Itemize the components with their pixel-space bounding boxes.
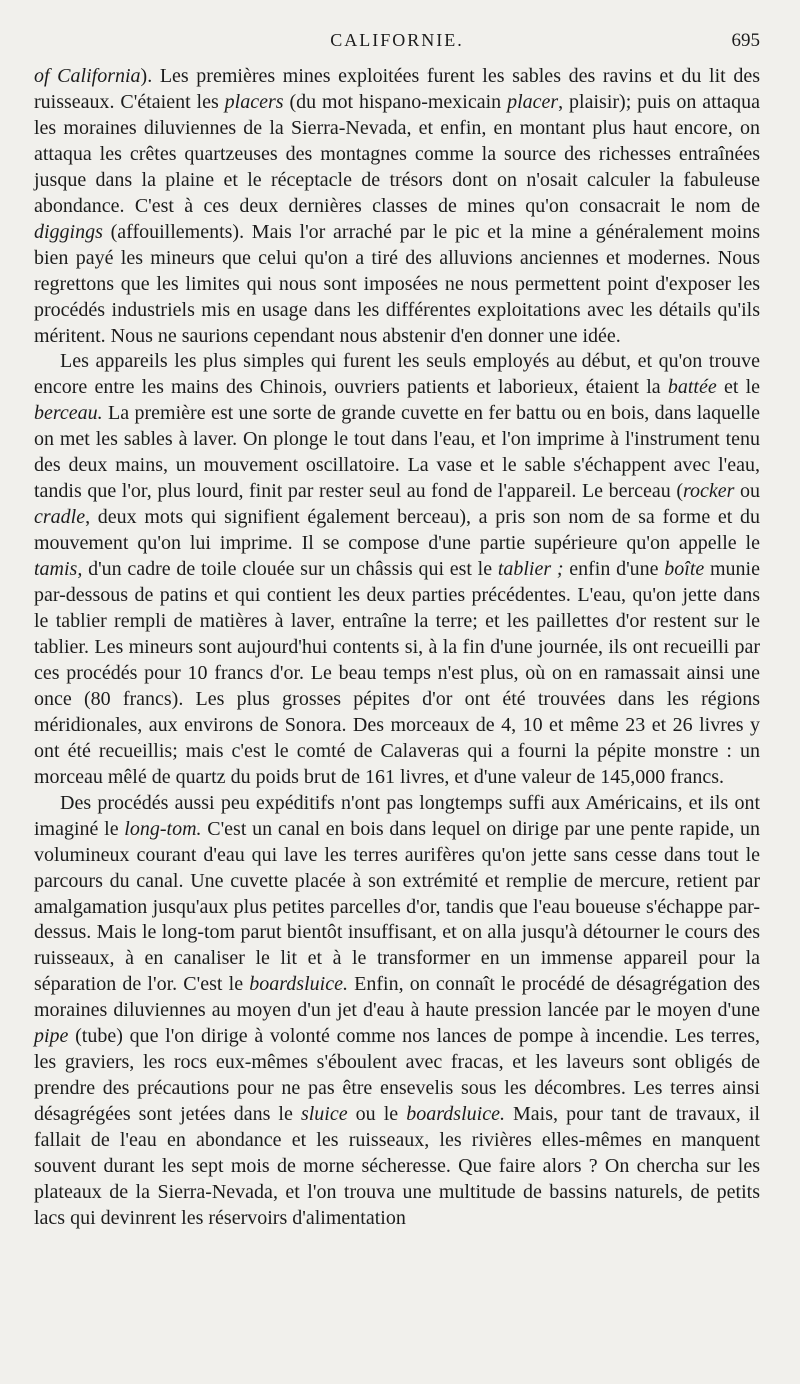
italic-text-run: boardsluice. bbox=[249, 973, 348, 996]
paragraph-3 bbox=[34, 791, 760, 1232]
text-run: munie par-dessous de patins et qui contient les deux parties précédentes. L'eau, qu'on jette dans le tablier rempli de matières à laver, entraîne la terre; et les paillettes d'or restent sur le tablier. Les mineurs sont aujourd'hui contents si, à la fin d'une journée, ils ont recueilli par ces procédés pour 10 francs d'or. Le beau temps n'est plus, où on en ramassait ainsi une once (80 francs). Les plus grosses pépites d'or ont été trouvées dans les régions méridionales, aux environs de Sonora. Des morceaux de 4, 10 et même 23 et 26 livres y ont été recueillis; mais c'est le comté de Calaveras qui a fourni la pépite monstre : un morceau mêlé de quartz du poids brut de 161 livres, et d'une valeur de 145,000 francs. bbox=[34, 558, 760, 788]
italic-text-run: berceau. bbox=[34, 402, 103, 425]
text-run: Enfin, on connaît le procédé de désagrégation des moraines diluviennes au moyen d'un jet d'eau à haute pression lancée par le moyen d'une bbox=[34, 973, 760, 1022]
italic-text-run: rocker bbox=[682, 480, 735, 503]
text-run: , plaisir); puis on attaqua les moraines diluviennes de la Sierra-Nevada, et enfin, en montant plus haut encore, on attaqua les crêtes quartzeuses des montagnes comme la source des richesses entraînées jusque dans la plaine et le réceptacle de trésors dont on n'osait calculer la fabuleuse abondance. C'est à ces deux dernières classes de mines qu'on consacrait le nom de bbox=[34, 90, 761, 217]
italic-text-run: sluice bbox=[300, 1103, 348, 1126]
text-run: Les appareils les plus simples qui furent les seuls employés au début, et qu'on trouve encore entre les mains des Chinois, ouvriers patients et laborieux, étaient la bbox=[34, 350, 760, 399]
text-run: Des procédés aussi peu expéditifs n'ont pas longtemps suffi aux Américains, et ils ont imaginé le bbox=[34, 791, 760, 840]
page-number: 695 bbox=[731, 30, 760, 51]
text-run: d'un cadre de toile clouée sur un châssis qui est le bbox=[82, 558, 498, 581]
text-run: ). Les premières mines exploitées furent les sables des ravins et du lit des ruisseaux. C'étaient les bbox=[34, 65, 761, 113]
paragraph-2 bbox=[34, 349, 760, 790]
text-run: C'est un canal en bois dans lequel on dirige par une pente rapide, un volumineux courant d'eau qui lave les terres aurifères qu'on jette sans cesse dans tout le parcours du canal. Une cuvette placée à son extrémité et remplie de mercure, retient par amalgamation jusqu'aux plus petites parcelles d'or, tandis que l'eau boueuse s'échappe par-dessus. Mais le long-tom parut bientôt insuffisant, et on alla jusqu'à détourner le cours des ruisseaux, à en canaliser le lit et à le transformer en un immense appareil pour la séparation de l'or. C'est le bbox=[34, 817, 761, 996]
body-text bbox=[34, 64, 760, 1232]
italic-text-run: tablier ; bbox=[497, 558, 564, 581]
text-run: ou le bbox=[347, 1103, 407, 1126]
italic-text-run: placer bbox=[507, 90, 559, 113]
italic-text-run: diggings bbox=[34, 220, 103, 243]
italic-text-run: placers bbox=[224, 90, 284, 113]
page-header bbox=[34, 30, 760, 64]
running-head: CALIFORNIE. bbox=[330, 30, 464, 50]
italic-text-run: long-tom. bbox=[124, 817, 202, 840]
text-run: (tube) que l'on dirige à volonté comme nos lances de pompe à incendie. Les terres, les graviers, les rocs eux-mêmes s'éboulent avec fracas, et les laveurs sont obligés de prendre des précautions pour ne pas être ensevelis sous les décombres. Les terres ainsi désagrégées sont jetées dans le bbox=[34, 1025, 760, 1126]
italic-text-run: battée bbox=[667, 376, 717, 399]
italic-text-run: tamis, bbox=[34, 558, 83, 581]
text-run: (du mot hispano-mexicain bbox=[283, 90, 508, 113]
italic-text-run: of California bbox=[34, 65, 141, 87]
text-run: enfin d'une bbox=[563, 558, 665, 581]
text-run: La première est une sorte de grande cuvette en fer battu ou en bois, dans laquelle on met les sables à laver. On plonge le tout dans l'eau, et l'on imprime à l'instrument tenu des deux mains, un mouvement oscillatoire. La vase et le sable s'échappent avec l'eau, tandis que l'or, plus lourd, finit par rester seul au fond de l'appareil. Le berceau ( bbox=[34, 402, 760, 503]
italic-text-run: boardsluice. bbox=[406, 1103, 505, 1126]
text-run: et le bbox=[716, 376, 760, 399]
italic-text-run: cradle bbox=[34, 506, 86, 529]
text-run: (affouillements). Mais l'or arraché par le pic et la mine a généralement moins bien payé les mineurs que celui qu'on a tiré des alluvions anciennes et modernes. Nous regrettons que les limites qui nous sont imposées ne nous permettent point d'exposer les procédés industriels mis en usage dans les différentes exploitations avec les détails qu'ils méritent. Nous ne saurions cependant nous abstenir d'en donner une idée. bbox=[34, 220, 760, 347]
text-run: ou bbox=[734, 480, 761, 503]
text-run: , deux mots qui signifient également berceau), a pris son nom de sa forme et du mouvement qu'on lui imprime. Il se compose d'une partie supérieure qu'on appelle le bbox=[34, 506, 760, 555]
italic-text-run: pipe bbox=[34, 1025, 69, 1048]
paragraph-1 bbox=[34, 64, 760, 349]
italic-text-run: boîte bbox=[664, 558, 705, 581]
text-run: Mais, pour tant de travaux, il fallait de l'eau en abondance et les ruisseaux, les rivières elles-mêmes en manquent souvent durant les sept mois de morne sécheresse. Que faire alors ? On chercha sur les plateaux de la Sierra-Nevada, et l'on trouva une multitude de bassins naturels, de petits lacs qui devinrent les réservoirs d'alimentation bbox=[34, 1103, 760, 1229]
